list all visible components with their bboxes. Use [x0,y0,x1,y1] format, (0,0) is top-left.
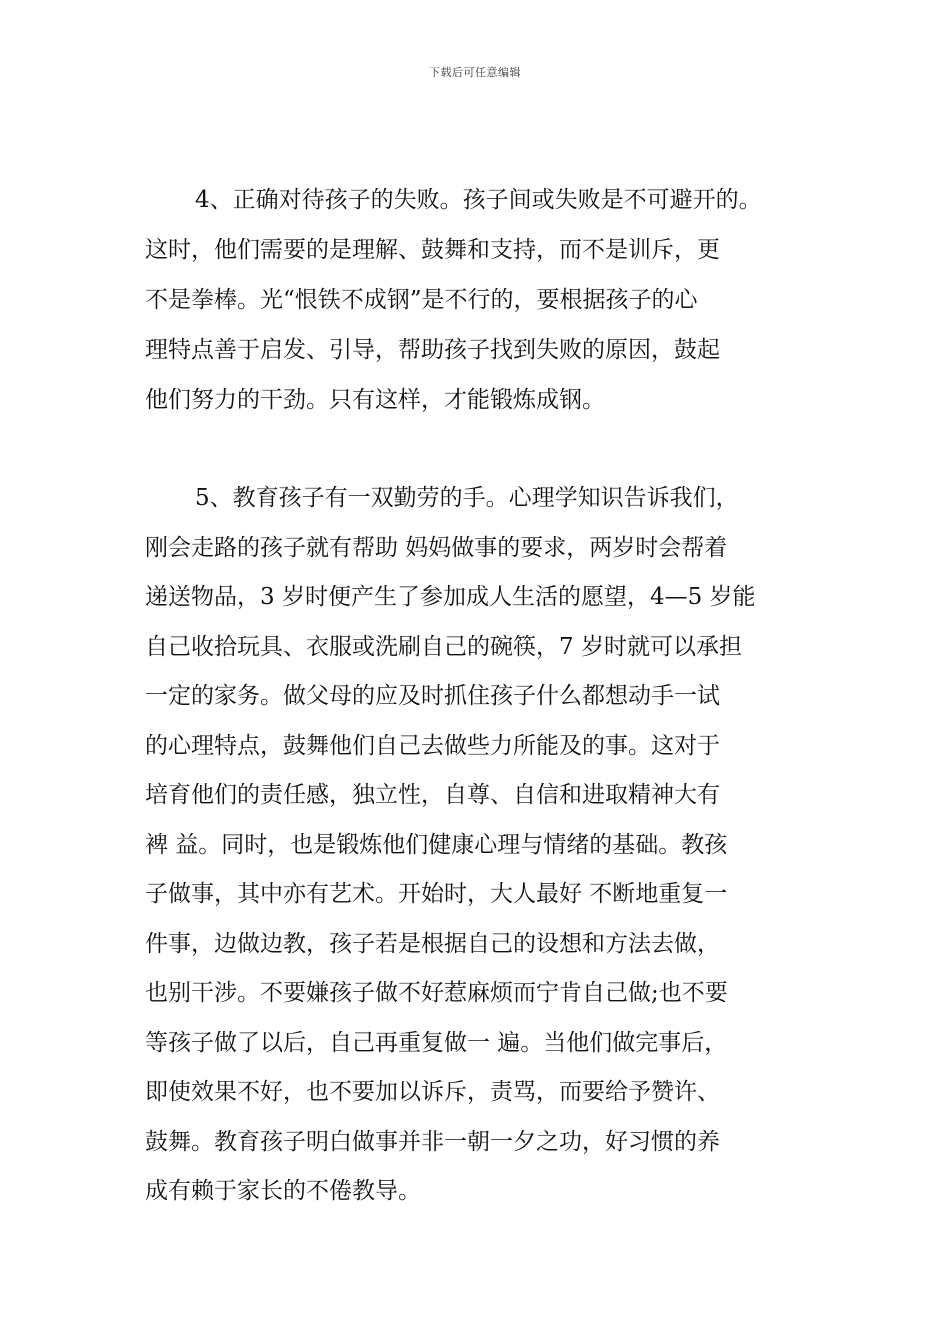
paragraph-5-line-7: 培育他们的责任感，独立性，自尊、自信和进取精神大有 [145,782,720,808]
paragraph-5-line-15: 成有赖于家长的不倦教导。 [145,1178,421,1204]
paragraph-5-line-14: 鼓舞。教育孩子明白做事并非一朝一夕之功，好习惯的养 [145,1129,720,1155]
paragraph-5-line-9: 子做事，其中亦有艺术。开始时，大人最好 不断地重复一 [145,881,728,907]
paragraph-5-line-4: 自己收拾玩具、衣服或洗刷自己的碗筷，7 岁时就可以承担 [145,634,742,660]
paragraph-5-line-5: 一定的家务。做父母的应及时抓住孩子什么都想动手一试 [145,683,720,709]
paragraph-5-line-13: 即使效果不好，也不要加以诉斥，责骂，而要给予赞许、 [145,1079,720,1105]
paragraph-5-line-10: 件事，边做边教，孩子若是根据自己的设想和方法去做， [145,931,720,957]
paragraph-5-line-6: 的心理特点，鼓舞他们自己去做些力所能及的事。这对于 [145,733,720,759]
paragraph-5-line-1: 5、教育孩子有一双勤劳的手。心理学知识告诉我们， [195,485,739,511]
paragraph-5-line-12: 等孩子做了以后，自己再重复做一 遍。当他们做完事后， [145,1030,728,1056]
paragraph-4-line-5: 他们努力的干劲。只有这样，才能锻炼成钢。 [145,387,605,413]
paragraph-5-line-3: 递送物品，3 岁时便产生了参加成人生活的愿望，4—5 岁能 [145,584,756,610]
header-note: 下载后可任意编辑 [429,66,521,79]
paragraph-5-line-2: 刚会走路的孩子就有帮助 妈妈做事的要求，两岁时会帮着 [145,535,728,561]
paragraph-4-line-3: 不是拳棒。光“恨铁不成钢”是不行的，要根据孩子的心 [145,287,698,313]
paragraph-4-line-4: 理特点善于启发、引导，帮助孩子找到失败的原因，鼓起 [145,337,720,363]
paragraph-5-line-8: 裨 益。同时，也是锻炼他们健康心理与情绪的基础。教孩 [145,832,728,858]
paragraph-4-line-1: 4、正确对待孩子的失败。孩子间或失败是不可避开的。 [195,187,762,213]
paragraph-5-line-11: 也别干涉。不要嫌孩子做不好惹麻烦而宁肯自己做;也不要 [145,980,728,1006]
paragraph-4-line-2: 这时，他们需要的是理解、鼓舞和支持，而不是训斥，更 [145,237,720,263]
